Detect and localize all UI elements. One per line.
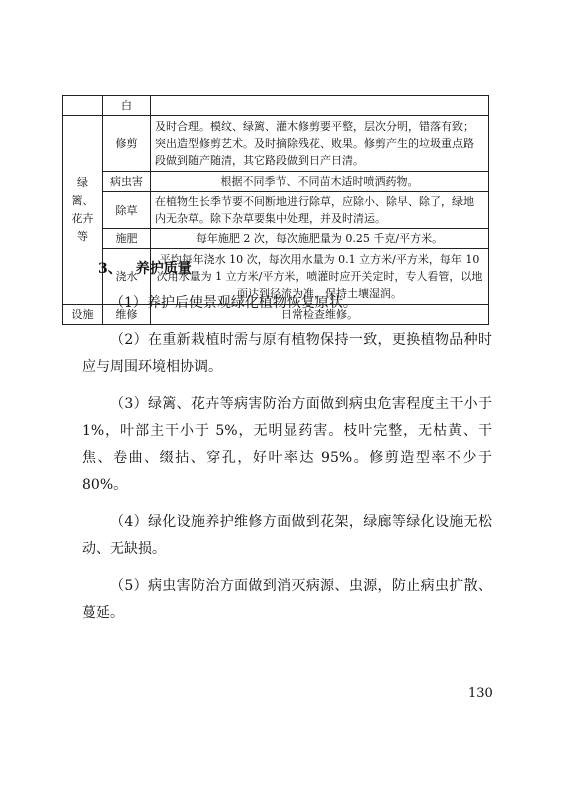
table-cell-item: 施肥 [103, 229, 151, 249]
table-cell-item: 维修 [103, 305, 151, 325]
table-cell-content: 平均每年浇水 10 次，每次用水量为 0.1 立方米/平方米，每年 10 次用水量为 1 立方米/平方米，喷灌时应开关定时，专人看管，以地面达到径流为准，保持土壤湿润。 [151, 249, 489, 305]
paragraph: （1）养护后使景观绿化植物恢复原状。 [110, 295, 357, 311]
table-cell-category [63, 96, 103, 116]
table-cell-content: 根据不同季节、不同苗木适时喷洒药物。 [151, 172, 489, 192]
table-cell-content: 在植物生长季节要不间断地进行除草，应除小、除早、除了，绿地内无杂草。除下杂草要集中处理，并及时清运。 [151, 192, 489, 229]
section-title: 养护质量 [135, 261, 192, 277]
table-row [63, 96, 489, 116]
section-heading [98, 258, 192, 278]
table-cell-content: 每年施肥 2 次，每次施肥量为 0.25 千克/平方米。 [151, 229, 489, 249]
table-cell-content: 及时合理。模纹、绿篱、灌木修剪要平整，层次分明，错落有致；突出造型修剪艺术。及时摘除残花、败果。修剪产生的垃圾重点路段做到随产随清，其它路段做到日产日清。 [151, 116, 489, 172]
paragraph: （5）病虫害防治方面做到消灭病源、虫源，防止病虫扩散、蔓延。 [82, 578, 492, 621]
paragraph: （4）绿化设施养护维修方面做到花架，绿廊等绿化设施无松动、无缺损。 [82, 514, 492, 557]
table-cell-item: 修剪 [103, 116, 151, 172]
table-row [63, 192, 489, 229]
table-cell-item: 病虫害 [103, 172, 151, 192]
table-row [63, 172, 489, 192]
section-number: 3、 [98, 261, 122, 277]
table-cell-category: 绿篱、花卉等 [63, 116, 103, 305]
table-row [63, 116, 489, 172]
table-row [63, 229, 489, 249]
paragraph: （2）在重新栽植时需与原有植物保持一致，更换植物品种时应与周围环境相协调。 [82, 332, 492, 375]
table-cell-content: 日常检查维修。 [151, 305, 489, 325]
table-cell-item: 除草 [103, 192, 151, 229]
table-cell-content [151, 96, 489, 116]
table-cell-item: 浇水 [103, 249, 151, 305]
body-text [82, 290, 492, 627]
table-cell-category: 设施 [63, 305, 103, 325]
page-number: 130 [468, 686, 493, 701]
paragraph: （3）绿篱、花卉等病害防治方面做到病虫危害程度主干小于 1%，叶部主干小于 5%，无明显药害。枝叶完整，无枯黄、干焦、卷曲、缀拈、穿孔，好叶率达 95%。修剪造型率不少于 80%。 [82, 396, 492, 493]
table-cell-item: 白 [103, 96, 151, 116]
